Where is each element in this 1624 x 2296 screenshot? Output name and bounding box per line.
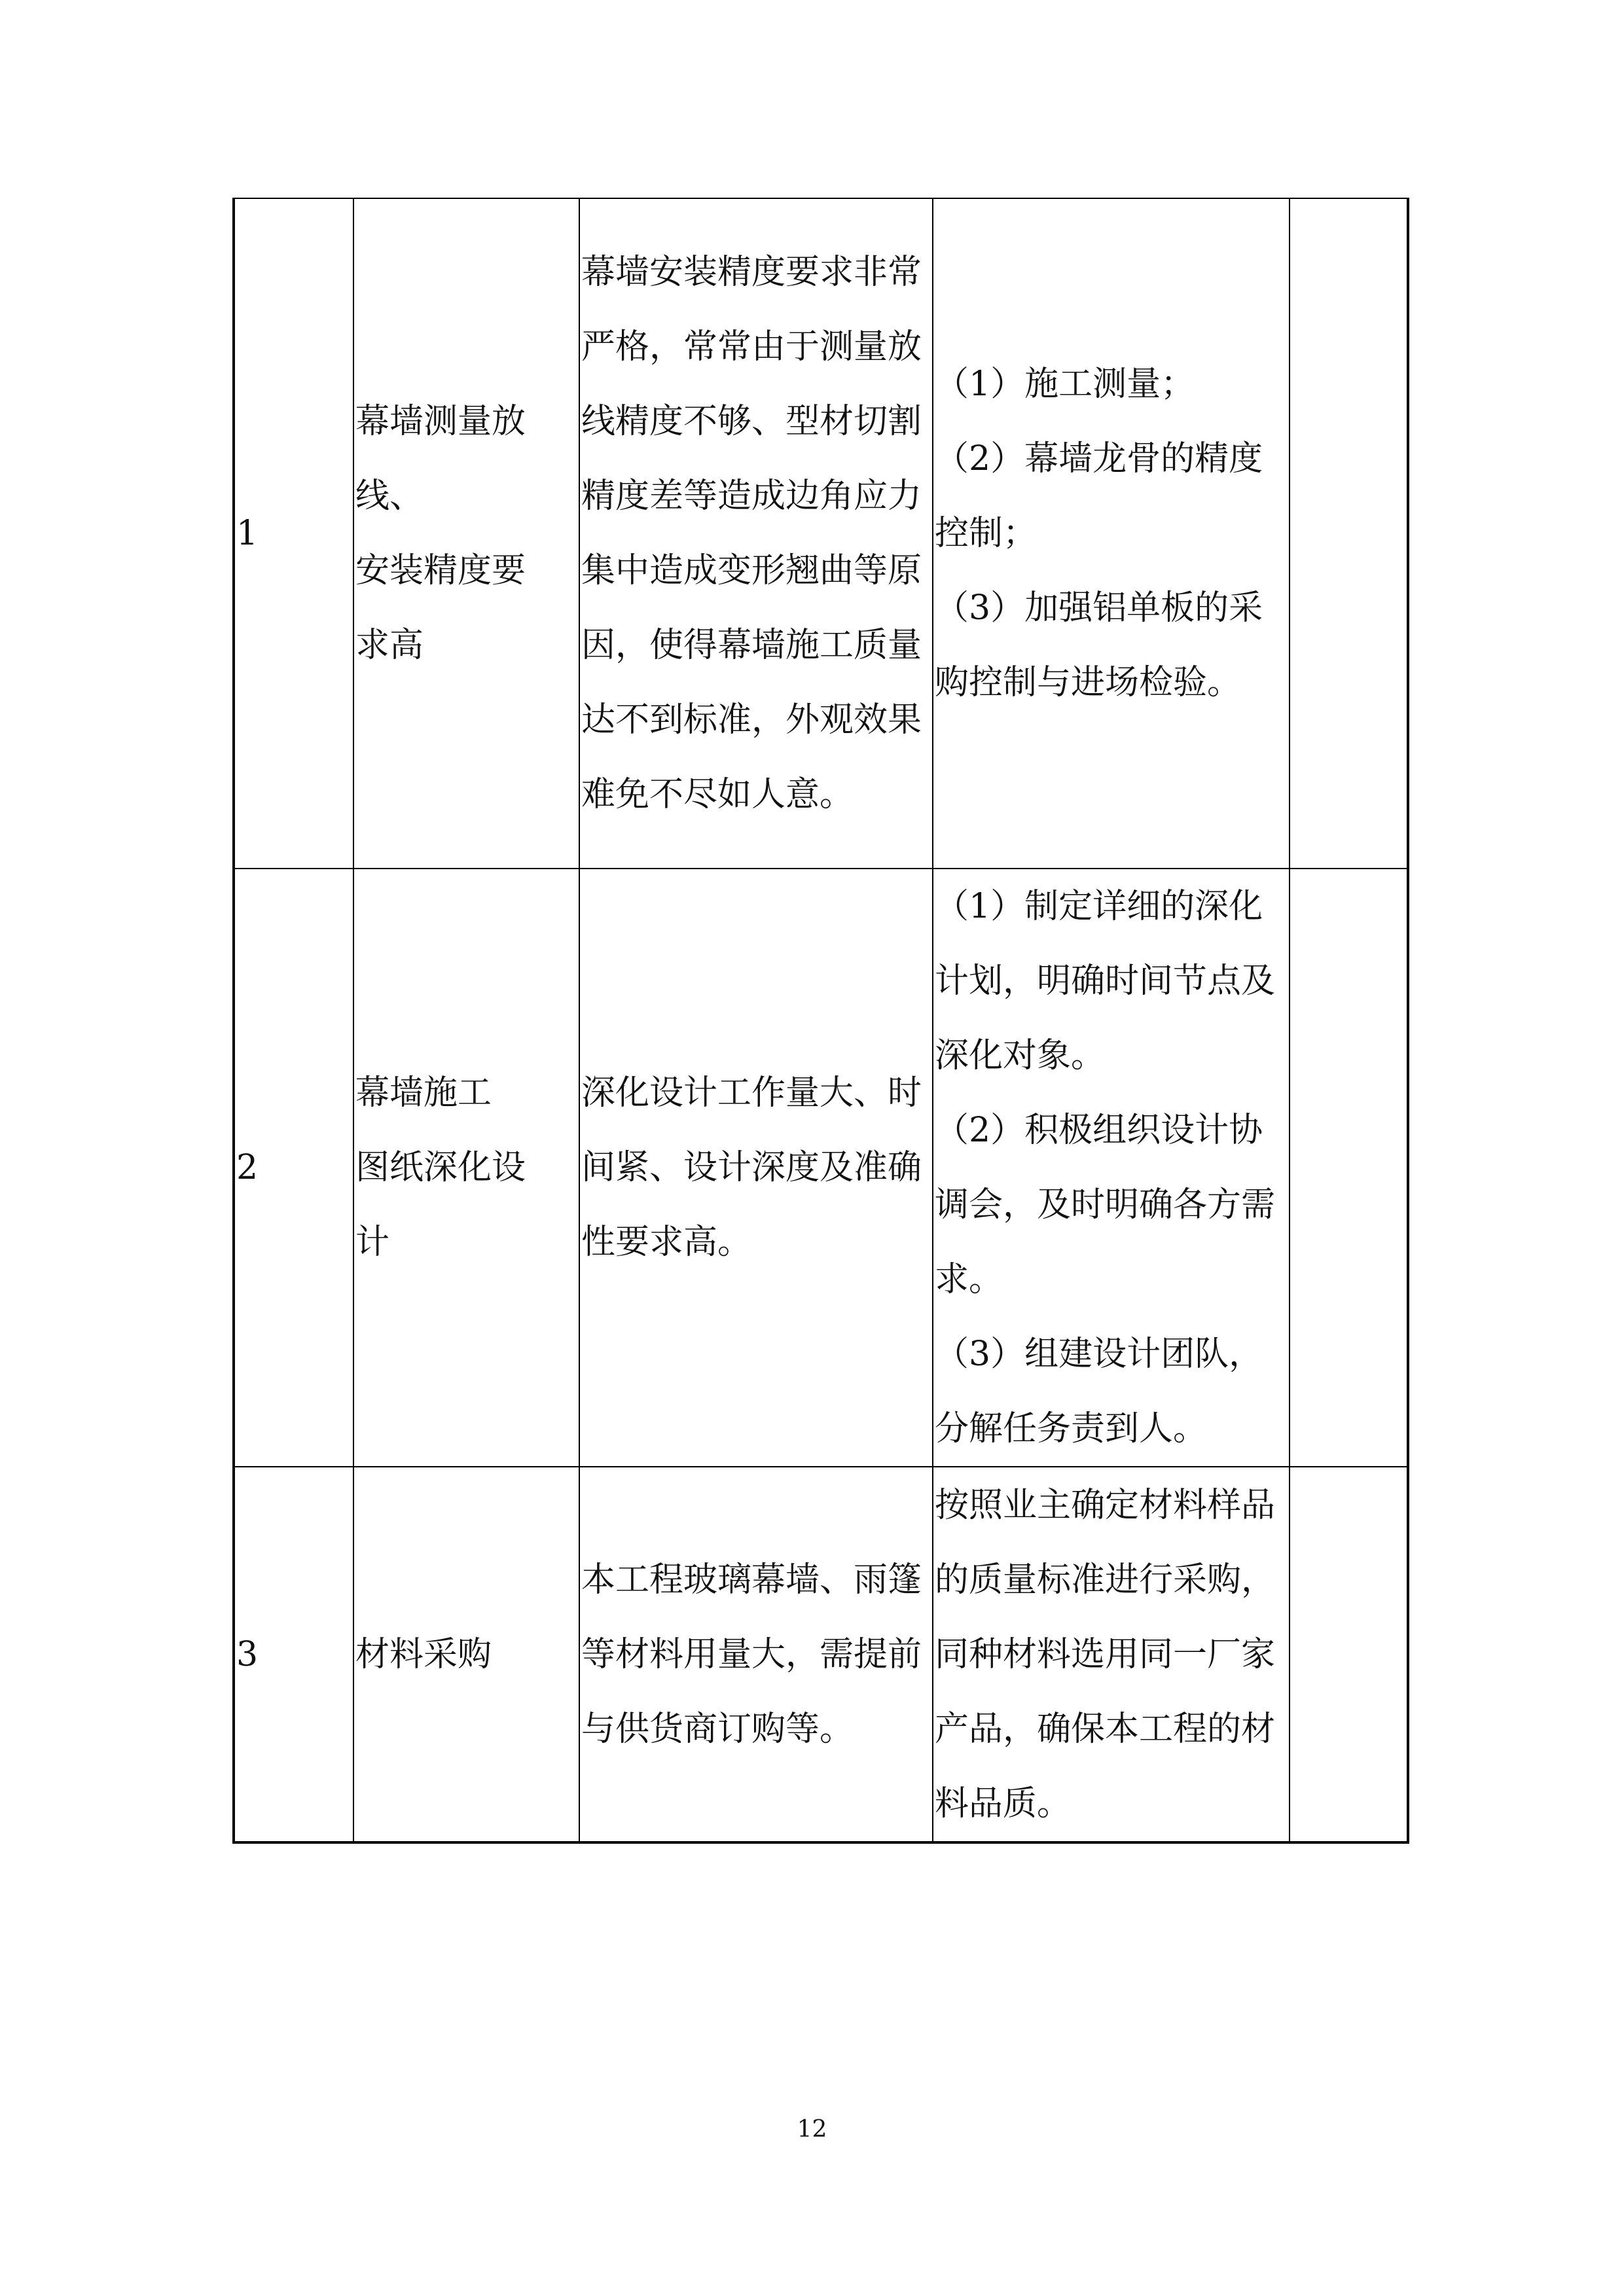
risk-item xyxy=(353,1467,579,1842)
table-row xyxy=(234,869,1408,1467)
measure-item: （1）施工测量； xyxy=(935,365,1195,404)
risk-item-line: 求高 xyxy=(355,626,424,665)
measure-item: （2）积极组织设计协调会，及时明确各方需求。 xyxy=(935,1111,1276,1299)
risk-measures xyxy=(933,198,1290,869)
table-row xyxy=(234,198,1408,869)
row-number: 3 xyxy=(234,1467,353,1842)
measure-item: （3）组建设计团队，分解任务责到人。 xyxy=(935,1335,1263,1448)
measure-item: （2）幕墙龙骨的精度控制； xyxy=(935,439,1263,553)
risk-item-line: 线、 xyxy=(355,476,424,516)
risk-item-line: 幕墙测量放 xyxy=(355,402,526,441)
remark-cell xyxy=(1290,198,1408,869)
risk-item-line: 安装精度要 xyxy=(355,551,526,590)
measure-item: （3）加强铝单板的采购控制与进场检验。 xyxy=(935,588,1263,702)
risk-description: 幕墙安装精度要求非常严格，常常由于测量放线精度不够、型材切割精度差等造成边角应力集中造成变形翘曲等原因，使得幕墙施工质量达不到标准，外观效果难免不尽如人意。 xyxy=(579,198,933,869)
measure-item: 按照业主确定材料样品的质量标准进行采购，同种材料选用同一厂家产品，确保本工程的材料品质。 xyxy=(935,1485,1276,1823)
remark-cell xyxy=(1290,1467,1408,1842)
risk-item-line: 材料采购 xyxy=(355,1634,492,1674)
measure-item: （1）制定详细的深化计划，明确时间节点及深化对象。 xyxy=(935,887,1276,1075)
risk-description: 本工程玻璃幕墙、雨篷等材料用量大，需提前与供货商订购等。 xyxy=(579,1467,933,1842)
table-row xyxy=(234,1467,1408,1842)
risk-item-line: 幕墙施工 xyxy=(355,1073,492,1113)
risk-item xyxy=(353,198,579,869)
risk-measures xyxy=(933,1467,1290,1842)
page-number: 12 xyxy=(797,2116,827,2143)
risk-table xyxy=(232,198,1409,1844)
remark-cell xyxy=(1290,869,1408,1467)
risk-item-line: 计 xyxy=(355,1223,390,1262)
risk-description: 深化设计工作量大、时间紧、设计深度及准确性要求高。 xyxy=(579,869,933,1467)
row-number: 1 xyxy=(234,198,353,869)
risk-item-line: 图纸深化设 xyxy=(355,1148,526,1187)
risk-item xyxy=(353,869,579,1467)
row-number: 2 xyxy=(234,869,353,1467)
risk-measures xyxy=(933,869,1290,1467)
